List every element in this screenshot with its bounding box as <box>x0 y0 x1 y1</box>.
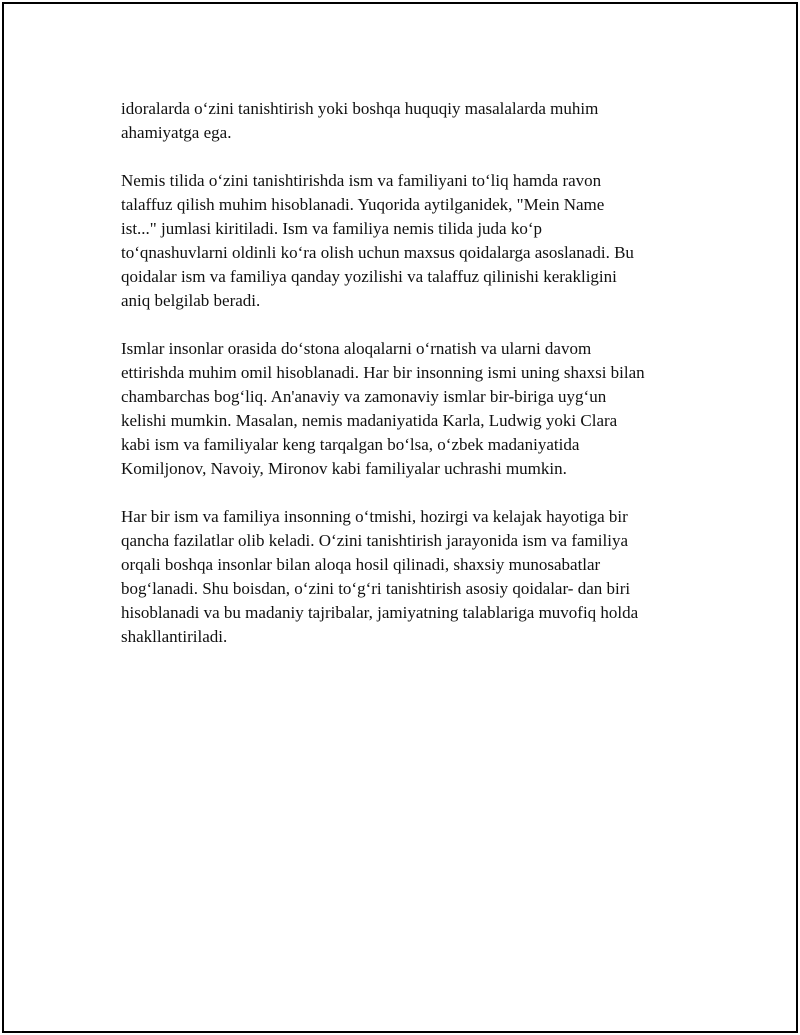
paragraph-2 <box>121 169 701 313</box>
text-line: kelishi mumkin. Masalan, nemis madaniyatida Karla, Ludwig yoki Clara <box>121 411 618 430</box>
text-line: idoralarda o‘zini tanishtirish yoki boshqa huquqiy masalalarda muhim <box>121 99 599 118</box>
text-line: Har bir ism va familiya insonning o‘tmishi, hozirgi va kelajak hayotiga bir <box>121 507 628 526</box>
text-line: aniq belgilab beradi. <box>121 291 261 310</box>
text-line: orqali boshqa insonlar bilan aloqa hosil qilinadi, shaxsiy munosabatlar <box>121 555 601 574</box>
text-line: qoidalar ism va familiya qanday yozilishi va talaffuz qilinishi kerakligini <box>121 267 617 286</box>
document-body <box>121 97 701 673</box>
text-line: Nemis tilida o‘zini tanishtirishda ism va familiyani to‘liq hamda ravon <box>121 171 602 190</box>
text-line: to‘qnashuvlarni oldinli ko‘ra olish uchun maxsus qoidalarga asoslanadi. Bu <box>121 243 634 262</box>
text-line: chambarchas bog‘liq. An'anaviy va zamonaviy ismlar bir-biriga uyg‘un <box>121 387 607 406</box>
text-line: bog‘lanadi. Shu boisdan, o‘zini to‘g‘ri tanishtirish asosiy qoidalar- dan biri <box>121 579 631 598</box>
paragraph-3 <box>121 337 701 481</box>
text-line: kabi ism va familiyalar keng tarqalgan bo‘lsa, o‘zbek madaniyatida <box>121 435 580 454</box>
paragraph-4 <box>121 505 701 649</box>
text-line: Komiljonov, Navoiy, Mironov kabi familiyalar uchrashi mumkin. <box>121 459 567 478</box>
page-frame <box>2 2 798 1033</box>
text-line: shakllantiriladi. <box>121 627 228 646</box>
paragraph-1 <box>121 97 701 145</box>
text-line: Ismlar insonlar orasida do‘stona aloqalarni o‘rnatish va ularni davom <box>121 339 592 358</box>
text-line: talaffuz qilish muhim hisoblanadi. Yuqorida aytilganidek, "Mein Name <box>121 195 605 214</box>
text-line: ist..." jumlasi kiritiladi. Ism va familiya nemis tilida juda ko‘p <box>121 219 543 238</box>
text-line: qancha fazilatlar olib keladi. O‘zini tanishtirish jarayonida ism va familiya <box>121 531 628 550</box>
text-line: ahamiyatga ega. <box>121 123 232 142</box>
text-line: ettirishda muhim omil hisoblanadi. Har bir insonning ismi uning shaxsi bilan <box>121 363 645 382</box>
text-line: hisoblanadi va bu madaniy tajribalar, jamiyatning talablariga muvofiq holda <box>121 603 639 622</box>
